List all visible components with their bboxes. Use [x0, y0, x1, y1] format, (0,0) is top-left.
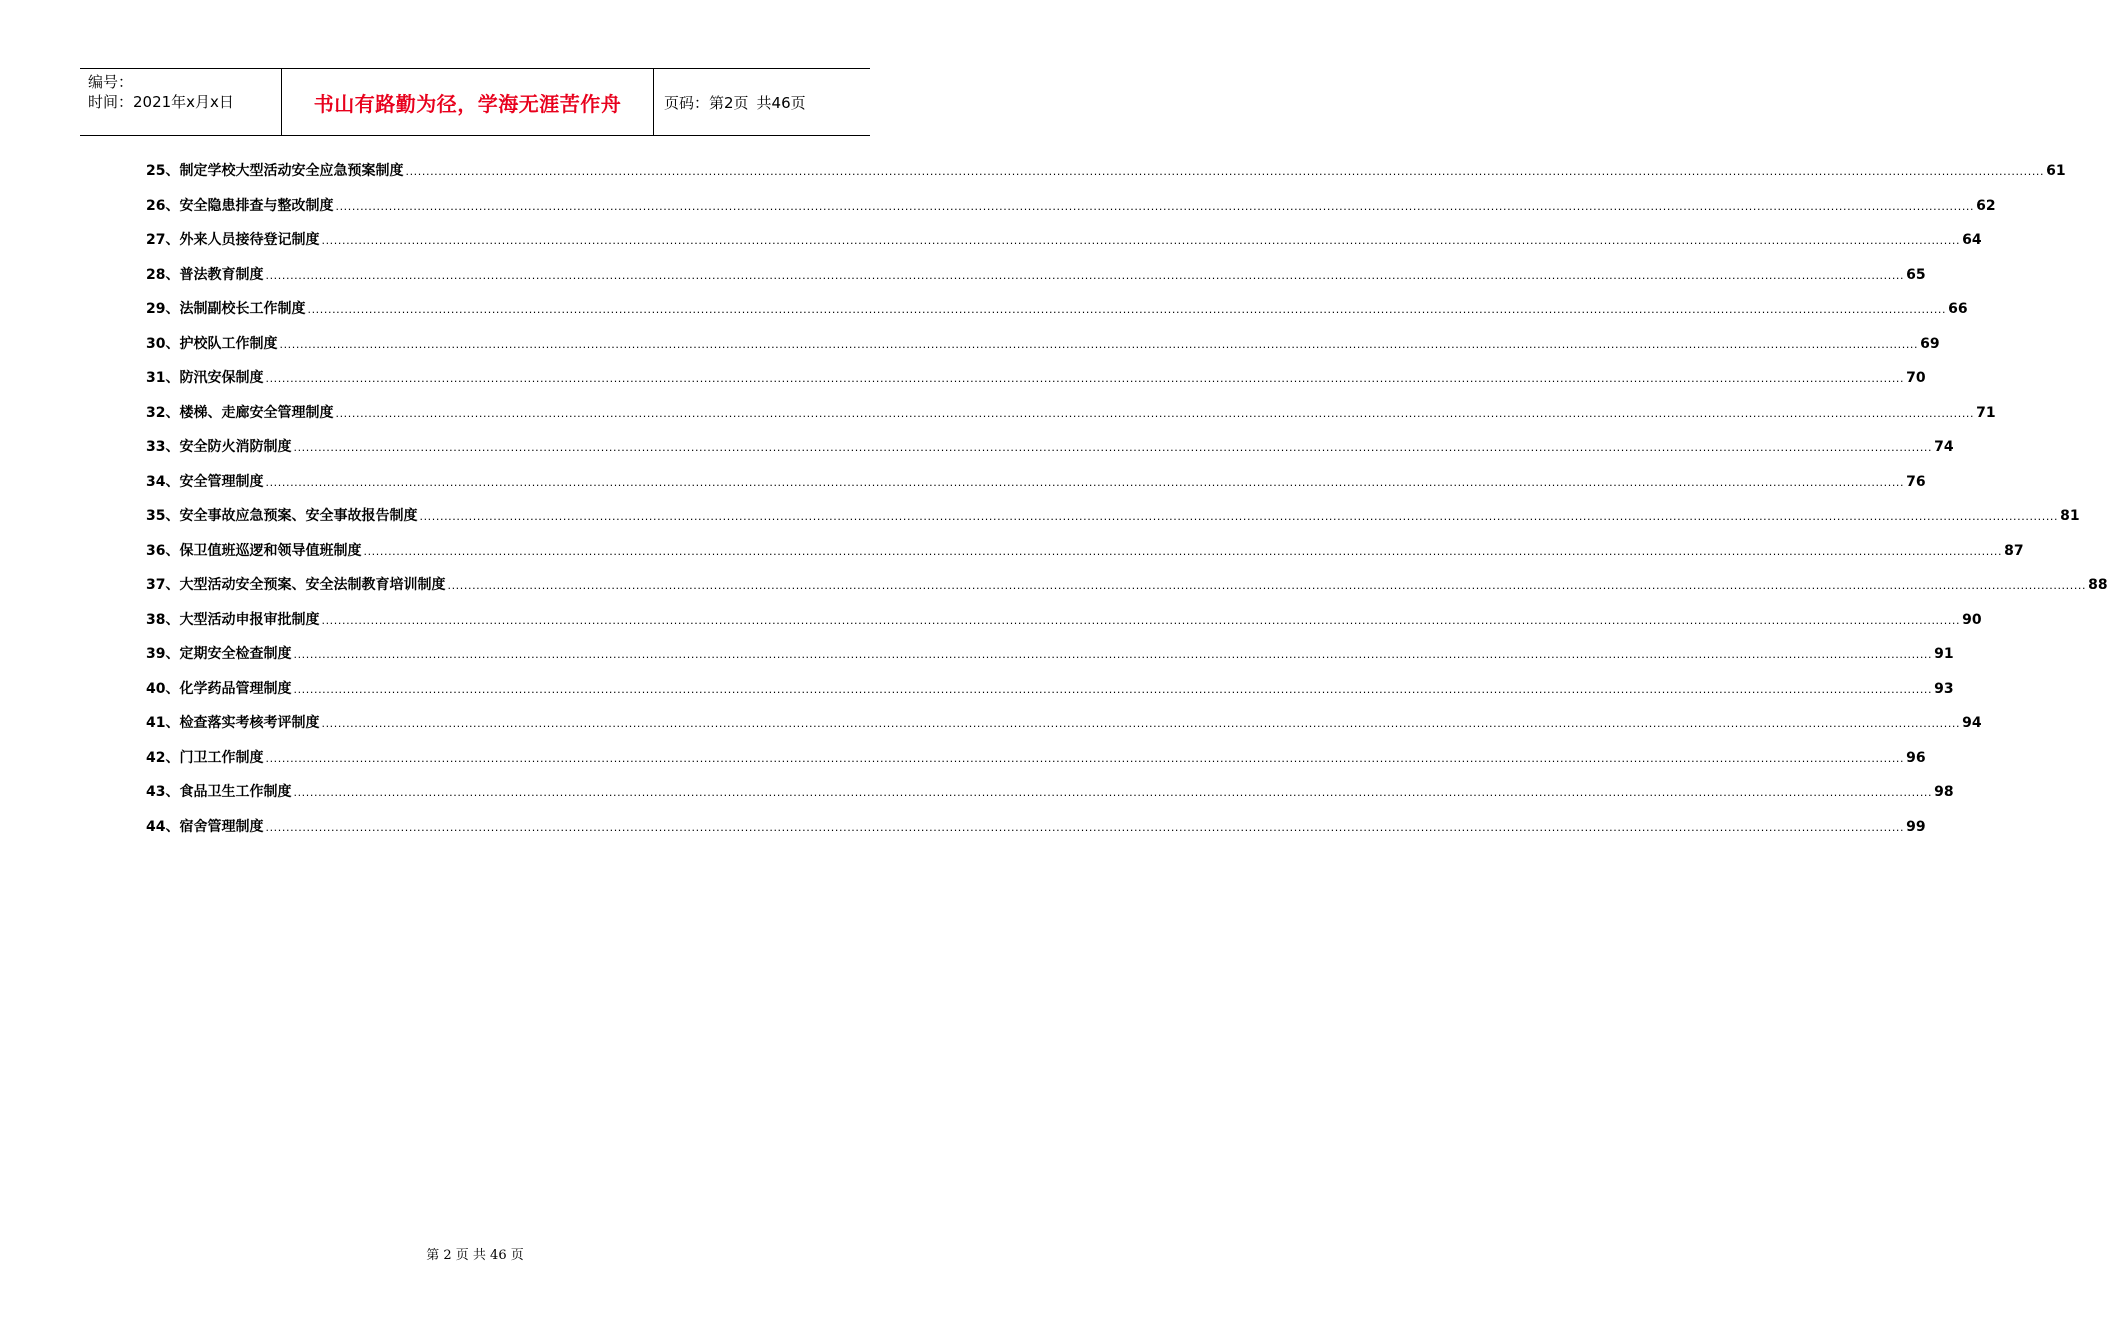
toc-leader-dots: ................................................................................................................................................................................................................................................................................................................................................................................................................ — [265, 475, 1905, 489]
toc-entry-title: 42、门卫工作制度 — [146, 749, 264, 766]
toc-entry[interactable] — [146, 672, 1954, 707]
toc-entry-title: 33、安全防火消防制度 — [146, 439, 292, 455]
toc-entry[interactable] — [146, 223, 1982, 258]
toc-entry[interactable] — [146, 706, 1982, 741]
toc-leader-dots: ................................................................................................................................................................................................................................................................................................................................................................................................................ — [307, 303, 1947, 316]
toc-entry-title: 36、保卫值班巡逻和领导值班制度 — [146, 542, 362, 559]
toc-entry-title: 44、宿舍管理制度 — [146, 818, 264, 835]
toc-entry-page: 98 — [1934, 784, 1954, 800]
toc-entry-title: 25、制定学校大型活动安全应急预案制度 — [146, 163, 404, 179]
toc-leader-dots: ................................................................................................................................................................................................................................................................................................................................................................................................................ — [293, 682, 1933, 696]
toc-entry[interactable] — [146, 534, 2024, 569]
toc-entry-page: 90 — [1962, 611, 1982, 628]
time-label: 时间：2021年x月x日 — [88, 93, 234, 111]
toc-entry[interactable] — [146, 465, 1926, 500]
toc-entry-title: 39、定期安全检查制度 — [146, 646, 292, 662]
toc-leader-dots: ................................................................................................................................................................................................................................................................................................................................................................................................................ — [265, 268, 1905, 282]
toc-entry[interactable] — [146, 810, 1926, 845]
toc-entry-page: 81 — [2060, 508, 2080, 524]
toc-entry[interactable] — [146, 430, 1954, 465]
header-page-info — [654, 69, 870, 135]
toc-entry[interactable] — [146, 154, 2066, 189]
toc-leader-dots: ................................................................................................................................................................................................................................................................................................................................................................................................................ — [321, 717, 1961, 730]
toc-entry-title: 35、安全事故应急预案、安全事故报告制度 — [146, 508, 418, 524]
toc-entry-title: 32、楼梯、走廊安全管理制度 — [146, 404, 334, 421]
toc-entry-title: 31、防汛安保制度 — [146, 370, 264, 386]
toc-leader-dots: ................................................................................................................................................................................................................................................................................................................................................................................................................ — [363, 544, 2003, 558]
toc-entry-title: 38、大型活动申报审批制度 — [146, 611, 320, 628]
toc-entry[interactable] — [146, 741, 1926, 776]
header-meta — [80, 69, 282, 135]
toc-entry-page: 87 — [2004, 542, 2024, 559]
toc-entry-page: 94 — [1962, 715, 1982, 731]
toc-entry-title: 26、安全隐患排查与整改制度 — [146, 197, 334, 214]
toc-entry-page: 70 — [1906, 370, 1926, 386]
toc-entry-page: 69 — [1920, 335, 1940, 352]
table-of-contents — [146, 154, 2108, 844]
toc-leader-dots: ................................................................................................................................................................................................................................................................................................................................................................................................................ — [321, 613, 1961, 627]
number-label: 编号： — [88, 73, 134, 91]
page-label: 页码：第2页 — [664, 93, 749, 112]
toc-entry-page: 96 — [1906, 749, 1926, 766]
toc-entry-page: 71 — [1976, 404, 1996, 421]
toc-entry[interactable] — [146, 637, 1954, 672]
toc-entry-page: 93 — [1934, 680, 1954, 697]
toc-leader-dots: ................................................................................................................................................................................................................................................................................................................................................................................................................ — [265, 751, 1905, 765]
toc-entry-page: 65 — [1906, 266, 1926, 283]
toc-entry-page: 88 — [2088, 577, 2108, 593]
toc-entry[interactable] — [146, 292, 1968, 327]
toc-leader-dots: ................................................................................................................................................................................................................................................................................................................................................................................................................ — [265, 372, 1905, 385]
toc-entry-title: 30、护校队工作制度 — [146, 335, 278, 352]
toc-entry[interactable] — [146, 499, 2080, 534]
toc-leader-dots: ................................................................................................................................................................................................................................................................................................................................................................................................................ — [293, 648, 1933, 661]
toc-entry-page: 66 — [1948, 301, 1968, 317]
toc-leader-dots: ................................................................................................................................................................................................................................................................................................................................................................................................................ — [447, 579, 2087, 592]
toc-entry[interactable] — [146, 568, 2108, 603]
toc-entry[interactable] — [146, 327, 1940, 362]
toc-entry-title: 29、法制副校长工作制度 — [146, 301, 306, 317]
toc-entry-page: 76 — [1906, 473, 1926, 490]
toc-leader-dots: ................................................................................................................................................................................................................................................................................................................................................................................................................ — [419, 510, 2059, 523]
total-label: 共46页 — [756, 93, 806, 112]
toc-entry-title: 40、化学药品管理制度 — [146, 680, 292, 697]
toc-entry-title: 34、安全管理制度 — [146, 473, 264, 490]
toc-entry-title: 28、普法教育制度 — [146, 266, 264, 283]
toc-entry[interactable] — [146, 258, 1926, 293]
toc-leader-dots: ................................................................................................................................................................................................................................................................................................................................................................................................................ — [293, 441, 1933, 454]
toc-leader-dots: ................................................................................................................................................................................................................................................................................................................................................................................................................ — [265, 820, 1905, 834]
toc-entry-page: 99 — [1906, 818, 1926, 835]
toc-entry[interactable] — [146, 361, 1926, 396]
toc-entry-page: 74 — [1934, 439, 1954, 455]
toc-entry[interactable] — [146, 396, 1996, 431]
toc-entry-title: 27、外来人员接待登记制度 — [146, 232, 320, 248]
toc-leader-dots: ................................................................................................................................................................................................................................................................................................................................................................................................................ — [279, 337, 1919, 351]
toc-entry-page: 61 — [2046, 163, 2066, 179]
toc-leader-dots: ................................................................................................................................................................................................................................................................................................................................................................................................................ — [335, 406, 1975, 420]
toc-entry-title: 37、大型活动安全预案、安全法制教育培训制度 — [146, 577, 446, 593]
toc-entry[interactable] — [146, 189, 1996, 224]
toc-leader-dots: ................................................................................................................................................................................................................................................................................................................................................................................................................ — [405, 165, 2045, 178]
page-footer: 第 2 页 共 46 页 — [426, 1248, 524, 1263]
toc-entry[interactable] — [146, 603, 1982, 638]
toc-leader-dots: ................................................................................................................................................................................................................................................................................................................................................................................................................ — [321, 234, 1961, 247]
toc-entry-page: 62 — [1976, 197, 1996, 214]
header-motto: 书山有路勤为径，学海无涯苦作舟 — [282, 69, 654, 135]
toc-entry[interactable] — [146, 775, 1954, 810]
toc-leader-dots: ................................................................................................................................................................................................................................................................................................................................................................................................................ — [293, 786, 1933, 799]
toc-leader-dots: ................................................................................................................................................................................................................................................................................................................................................................................................................ — [335, 199, 1975, 213]
page-header — [80, 68, 870, 136]
toc-entry-title: 41、检查落实考核考评制度 — [146, 715, 320, 731]
toc-entry-page: 64 — [1962, 232, 1982, 248]
toc-entry-title: 43、食品卫生工作制度 — [146, 784, 292, 800]
toc-entry-page: 91 — [1934, 646, 1954, 662]
